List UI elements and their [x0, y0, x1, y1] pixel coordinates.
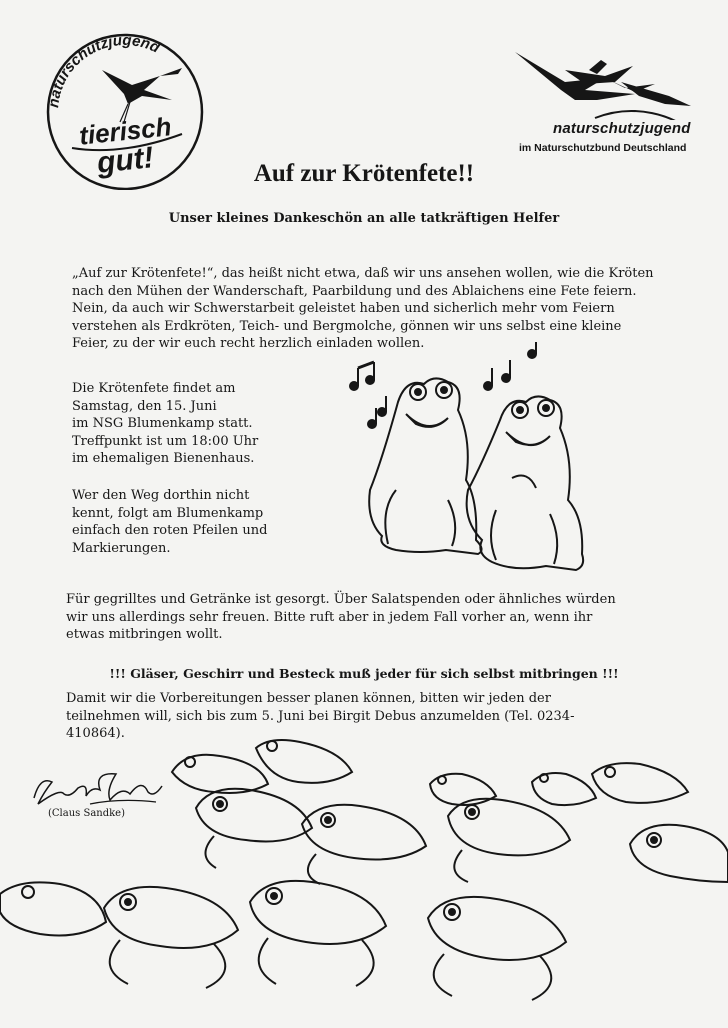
directions-line: einfach den roten Pfeilen und — [72, 523, 268, 538]
naturschutzjugend-nabu-logo — [505, 30, 705, 160]
food-paragraph: Für gegrilltes und Getränke ist gesorgt. Über Salatspenden oder ähnliches würden wir uns allerdings sehr freuen. Bitte ruft aber in jedem Fall vorher an, wenn ihr etwas mitbringen wollt. — [66, 592, 616, 642]
hopping-frogs-illustration — [0, 732, 728, 1024]
singing-toads-icon — [336, 340, 616, 590]
music-notes-icon — [350, 342, 536, 428]
badge-slogan-line2: gut! — [95, 141, 156, 180]
page-subtitle: Unser kleines Dankeschön an alle tatkräftigen Helfer — [168, 211, 560, 226]
directions-line: Markierungen. — [72, 540, 171, 556]
directions-line: kennt, folgt am Blumenkamp — [72, 505, 264, 521]
badge-ring-text: naturschutzjugend — [45, 31, 163, 109]
signature-printed-name: (Claus Sandke) — [48, 808, 125, 819]
registration-paragraph: Damit wir die Vorbereitungen besser planen können, bitten wir jeden der teilnehmen will, sich bis zum 5. Juni bei Birgit Debus anzumelden (Tel. 0234-410864). — [66, 691, 575, 741]
directions — [72, 487, 292, 557]
event-line: Samstag, den 15. Juni — [72, 398, 217, 414]
bring-your-own-notice: !!! Gläser, Geschirr und Besteck muß jeder für sich selbst mitbringen !!! — [109, 666, 619, 681]
event-line: im ehemaligen Bienenhaus. — [72, 451, 255, 466]
event-line: Die Krötenfete findet am — [72, 381, 236, 396]
page-title: Auf zur Krötenfete!! — [253, 160, 475, 187]
stork-arc-icon — [505, 30, 705, 120]
frogs-group-icon — [0, 732, 728, 1024]
nabu-subtitle-text: im Naturschutzbund Deutschland — [519, 142, 687, 154]
event-line: Treffpunkt ist um 18:00 Uhr — [72, 433, 259, 449]
event-line: im NSG Blumenkamp statt. — [72, 416, 253, 431]
directions-line: Wer den Weg dorthin nicht — [72, 488, 250, 503]
badge-slogan-line1: tierisch — [77, 111, 173, 151]
singing-toads-illustration — [336, 340, 616, 590]
intro-paragraph: „Auf zur Krötenfete!“, das heißt nicht etwa, daß wir uns ansehen wollen, wie die Kröten nach den Mühen der Wanderschaft, Paarbildung und des Ablaichens eine Fete feiern. Nein, da auch wir Schwerstarbeit geleistet haben und sicherlich mehr vom Feiern verstehen als Erdkröten, Teich- und Bergmolche, gönnen wir uns selbst eine kleine Feier, zu der wir euch recht herzlich einladen wollen. — [72, 266, 654, 351]
event-details — [72, 380, 292, 468]
nabu-brand-text: naturschutzjugend — [553, 120, 691, 137]
svg-text:naturschutzjugend — [45, 32, 163, 109]
